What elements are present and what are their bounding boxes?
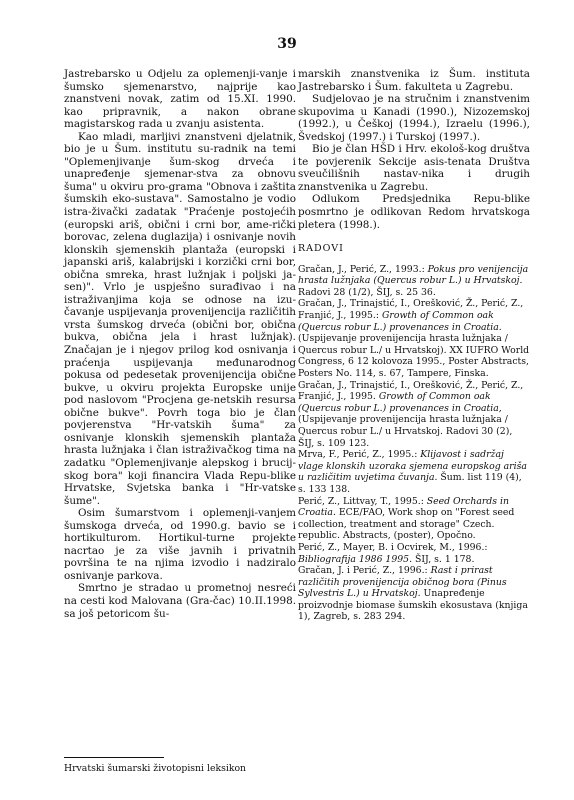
reference-item (298, 449, 530, 495)
page-number: 39 (277, 36, 297, 52)
reference-source: Unapređenje proizvodnje biomase šumskih ekosustava (knjiga 1), Zagreb, s. 283 294. (298, 588, 528, 623)
reference-source: Šum. list 119 (4), s. 133 138. (298, 472, 522, 495)
paragraph: Osim šumarstvom i oplemenji-vanjem šumskoga drveća, od 1990.g. bavio se i hortikulturom. Hortikul-turne projekte nacrtao je za više javnih i privatnih površina te na njima izvodio i nadziralo osnivanje parkova. (64, 507, 296, 582)
references-heading: RADOVI (298, 243, 344, 255)
reference-title: Seed Orchards in Croatia. (298, 495, 509, 519)
reference-title: Growth of Common oak (Quercus robur L.) provenances in Croatia, (298, 391, 502, 414)
paragraph: Jastrebarsko u Odjelu za oplemenji-vanje i šumsko sjemenarstvo, najprije kao znanstveni novak, zatim od 15.XI. 1990. kao pripravnik, a nakon obrane magistarskog rada u zvanju asistenta. (64, 68, 296, 131)
reference-source: ECE/FAO, Work shop on "Forest seed collection, treatment and storage" Czech. republic. Abstracts, (poster), Opočno. (298, 507, 515, 542)
references-list (298, 264, 530, 623)
reference-item (298, 496, 530, 542)
reference-title: Klijavost i sadržaj vlage klonskih uzoraka sjemena europskog ariša u različitim uvjetima čuvanja. (298, 449, 527, 484)
paragraph: marskih znanstvenika iz Šum. instituta Jastrebarsko i Šum. fakulteta u Zagrebu. (298, 68, 530, 93)
paragraph: Kao mladi, marljivi znanstveni djelatnik, bio je u Šum. institutu su-radnik na temi "Oplemenjivanje šum-skog drveća i unapređenje sjemenar-stva za obnovu šuma" u okviru pro-grama "Obnova i zaštita šumskih eko-sustava". Samostalno je vodio istra-živački zadatak "Praćenje postojećih (europski ariš, obični i crni bor, ame-rički borovac, zelena duglazija) i osnivanje novih klonskih sjemenskih plantaža (europski i japanski ariš, kalabrijski i korzički crni bor, obična smreka, hrast lužnjak i poljski ja-sen)". Vrlo je uspješno surađivao i na istraživanjima koja se odnose na izu-čavanje uspijevanja provenijencija različitih vrsta šumskog drveća (obični bor, obična bukva, obična jela i hrast lužnjak). Značajan je i njegov prilog kod osnivanja i praćenja uspijevanja međunarodnog pokusa od pedesetak provenijencija obične bukve, u okviru projekta Europske unije pod naslovom "Procjena ge-netskih resursa obične bukve". Povrh toga bio je član povjerenstva "Hr-vatskih šuma" za osnivanje klonskih sjemenskih plantaža hrasta lužnjaka i član istraživačkog tima na zadatku "Oplemenjivanje alepskog i brucij-skog bora" koji financira Vlada Repu-blike Hrvatske, Svjetska banka i "Hr-vatske šume". (64, 130, 296, 507)
reference-authors: Gračan, J. i Perić, Z., 1996.: (298, 565, 431, 577)
reference-authors: Mrva, F., Perić, Z., 1995.: (298, 449, 421, 461)
reference-item (298, 542, 530, 565)
footer-divider (64, 757, 164, 758)
reference-authors: Perić, Z., Mayer, B. i Ocvirek, M., 1996.: (298, 541, 488, 553)
paragraph: Smrtno je stradao u prometnoj nesreći na cesti kod Malovana (Gra-čac) 10.II.1998. sa još petoricom šu- (64, 582, 296, 620)
reference-item (298, 380, 530, 450)
reference-item (298, 264, 530, 299)
reference-title: Growth of Common oak (Quercus robur L.) provenances in Croatia. (298, 310, 502, 333)
paragraph: Sudjelovao je na stručnim i znanstvenim skupovima u Kanadi (1990.), Nizozemskoj (1992.), u Češkoj (1994.), Izraelu (1996.), Švedskoj (1997.) i Turskoj (1997.). (298, 93, 530, 143)
paragraph: Odlukom Predsjednika Repu-blike posmrtno je odlikovan Redom hrvatskoga pletera (1998.). (298, 193, 530, 231)
right-column (298, 68, 530, 623)
reference-authors: Gračan, J., Perić, Z., 1993.: (298, 263, 428, 275)
left-column (64, 68, 296, 620)
paragraph: Bio je član HŠD i Hrv. ekološ-kog društva te povjerenik Sekcije asis-tenata Društva sveučilišnih nastav-nika i drugih znanstvenika u Zagrebu. (298, 143, 530, 193)
reference-item (298, 565, 530, 623)
reference-title: Pokus pro venijencija hrasta lužnjaka (Quercus robur L.) u Hrvatskoj. (298, 263, 529, 287)
reference-title: Bibliografija 1986 1995. (298, 553, 413, 565)
reference-source: (Uspijevanje provenijencija hrasta lužnjaka / Quercus robur L./ u Hrvatskoj. Radovi 30 (2), ŠIJ, s. 109 123. (298, 414, 513, 449)
reference-source: ŠIJ, s. 1 178. (412, 553, 475, 565)
reference-authors: Gračan, J., Trinajstić, I., Orešković, Ž., Perić, Z., Franjić, J., 1995.: (298, 298, 524, 322)
reference-authors: Perić, Z., Littvay, T., 1995.: (298, 495, 427, 507)
reference-item (298, 298, 530, 379)
reference-source: (Uspijevanje provenijencija hrasta lužnjaka / Quercus robur L./ u Hrvatskoj). XX IUFRO World Congress, 6 12 kolovoza 1995., Poster Abstracts, Posters No. 114, s. 67, Tampere, Finska. (298, 333, 530, 379)
reference-title: Rast i prirast različitih provenijencija običnog bora (Pinus Sylvestris L.) u Hrvatskoj. (298, 565, 507, 600)
reference-authors: Gračan, J., Trinajstić, I., Orešković, Ž., Perić, Z., Franjić, J., 1995. (298, 379, 524, 403)
footer-text: Hrvatski šumarski životopisni leksikon (64, 763, 247, 774)
reference-source: Radovi 28 (1/2), ŠIJ, s. 25 36. (298, 286, 436, 298)
